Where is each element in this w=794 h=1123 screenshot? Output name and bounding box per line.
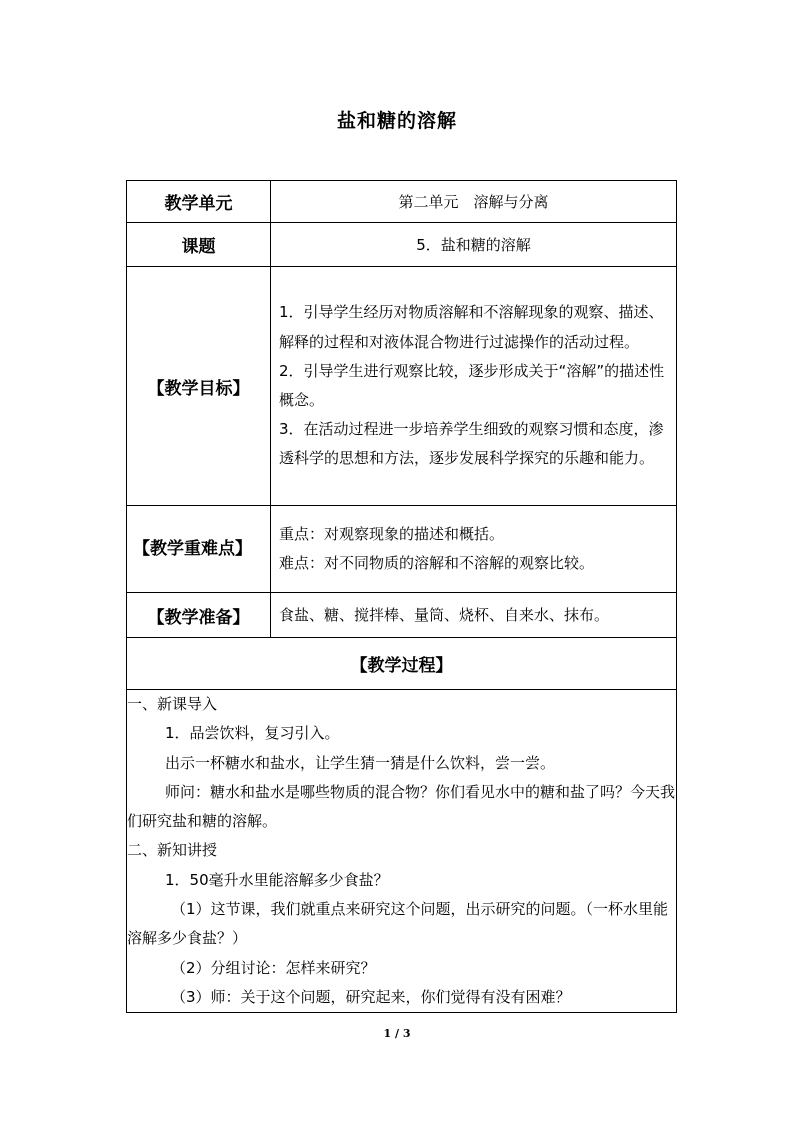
- preparation-row: [127, 593, 677, 638]
- difficult-point: 难点：对不同物质的溶解和不溶解的观察比较。: [279, 554, 595, 572]
- key-difficult-content: [271, 506, 677, 593]
- goal-item: 1．引导学生经历对物质溶解和不溶解现象的观察、描述、解释的过程和对液体混合物进行过滤操作的活动过程。: [279, 303, 664, 351]
- goal-item: 2．引导学生进行观察比较，逐步形成关于“溶解”的描述性概念。: [279, 361, 665, 409]
- goals-label: 【教学目标】: [127, 267, 271, 506]
- page-number: 1 / 3: [383, 1027, 411, 1040]
- key-difficult-label: 【教学重难点】: [127, 506, 271, 593]
- process-line: 师问：糖水和盐水是哪些物质的混合物？你们看见水中的糖和盐了吗？今天我们研究盐和糖的溶解。: [127, 782, 676, 831]
- process-body-row: [127, 690, 677, 1013]
- lesson-plan-table: [126, 180, 677, 1013]
- process-line: 二、新知讲授: [127, 841, 218, 860]
- process-line: 出示一杯糖水和盐水，让学生猜一猜是什么饮料，尝一尝。: [165, 753, 556, 772]
- process-line: 1．品尝饮料，复习引入。: [165, 724, 340, 743]
- process-line: 一、新课导入: [127, 695, 218, 713]
- process-line: （2）分组讨论：怎样来研究？: [171, 958, 376, 977]
- topic-label: 课题: [127, 223, 271, 267]
- process-title-row: [127, 638, 677, 690]
- process-line: 1．50毫升水里能溶解多少食盐？: [165, 870, 389, 889]
- preparation-value: 食盐、糖、搅拌棒、量筒、烧杯、自来水、抹布。: [279, 605, 610, 624]
- key-point: 重点：对观察现象的描述和概括。: [279, 525, 505, 543]
- preparation-content: [271, 593, 677, 638]
- process-line: （1）这节课，我们就重点来研究这个问题，出示研究的问题。（一杯水里能溶解多少食盐？）: [127, 900, 669, 948]
- unit-label: 教学单元: [127, 181, 271, 223]
- goals-content: [271, 267, 677, 506]
- process-content: [127, 690, 677, 1013]
- unit-value: 第二单元 溶解与分离: [271, 181, 677, 223]
- topic-value: 5．盐和糖的溶解: [271, 223, 677, 267]
- goal-item: 3．在活动过程进一步培养学生细致的观察习惯和态度，渗透科学的思想和方法，逐步发展科学探究的乐趣和能力。: [279, 420, 664, 468]
- process-title: 【教学过程】: [127, 638, 677, 690]
- process-line: （3）师：关于这个问题，研究起来，你们觉得有没有困难？: [171, 987, 571, 1006]
- goals-row: [127, 267, 677, 506]
- preparation-label: 【教学准备】: [127, 593, 271, 638]
- unit-row: [127, 181, 677, 223]
- key-difficult-row: [127, 506, 677, 593]
- page-title: 盐和糖的溶解: [336, 110, 457, 132]
- topic-row: [127, 223, 677, 267]
